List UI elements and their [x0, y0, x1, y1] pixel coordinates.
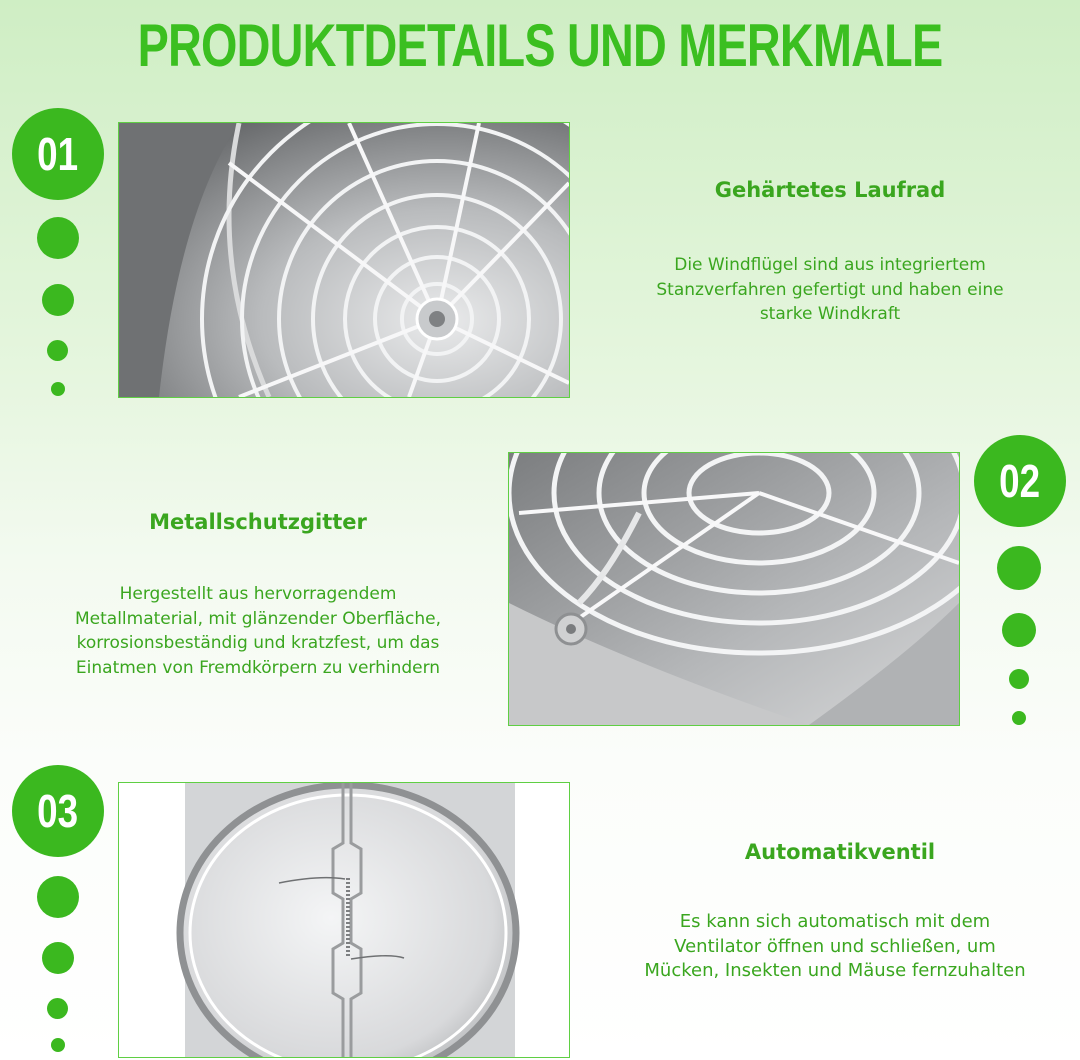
badge-number: 03 — [37, 785, 79, 837]
feature-description-02 — [18, 582, 498, 680]
decorative-dot — [1009, 669, 1029, 689]
feature-heading-02: Metallschutzgitter — [149, 510, 367, 534]
description-line: Es kann sich automatisch mit dem — [679, 911, 991, 932]
feature-heading-01: Gehärtetes Laufrad — [714, 178, 946, 202]
decorative-dot — [997, 546, 1041, 590]
decorative-dot — [51, 1038, 65, 1052]
feature-heading-03: Automatikventil — [744, 840, 936, 864]
decorative-dot — [47, 998, 68, 1019]
description-line: Die Windflügel sind aus integriertem — [674, 255, 986, 275]
grille-photo — [508, 452, 960, 726]
description-line: Metallmaterial, mit glänzender Oberfläche, — [74, 608, 441, 629]
description-line: Stanzverfahren gefertigt und haben eine — [656, 279, 1004, 300]
description-line: korrosionsbeständig und kratzfest, um das — [76, 633, 440, 653]
valve-illustration — [119, 783, 569, 1057]
feature-description-01 — [590, 253, 1070, 327]
valve-photo — [118, 782, 570, 1058]
decorative-dot — [1012, 711, 1026, 725]
decorative-dot — [37, 217, 79, 259]
decorative-dot — [1002, 613, 1036, 647]
decorative-dot — [37, 876, 79, 918]
description-line: Hergestellt aus hervorragendem — [119, 584, 397, 604]
description-line: Mücken, Insekten und Mäuse fernzuhalten — [644, 960, 1026, 981]
decorative-dot — [42, 942, 74, 974]
page-title: PRODUKTDETAILS UND MERKMALE — [137, 12, 943, 79]
decorative-dot — [47, 340, 68, 361]
impeller-illustration — [119, 123, 569, 397]
feature-description-03 — [595, 910, 1075, 984]
number-badge-03 — [12, 765, 104, 857]
impeller-photo — [118, 122, 570, 398]
grille-illustration — [509, 453, 959, 725]
badge-number: 01 — [37, 128, 79, 180]
decorative-dot — [51, 382, 65, 396]
badge-number: 02 — [999, 455, 1041, 507]
number-badge-02 — [974, 435, 1066, 527]
number-badge-01 — [12, 108, 104, 200]
description-line: starke Windkraft — [759, 304, 901, 324]
decorative-dot — [42, 284, 74, 316]
description-line: Einatmen von Fremdkörpern zu verhindern — [75, 657, 441, 678]
description-line: Ventilator öffnen und schließen, um — [674, 935, 996, 957]
